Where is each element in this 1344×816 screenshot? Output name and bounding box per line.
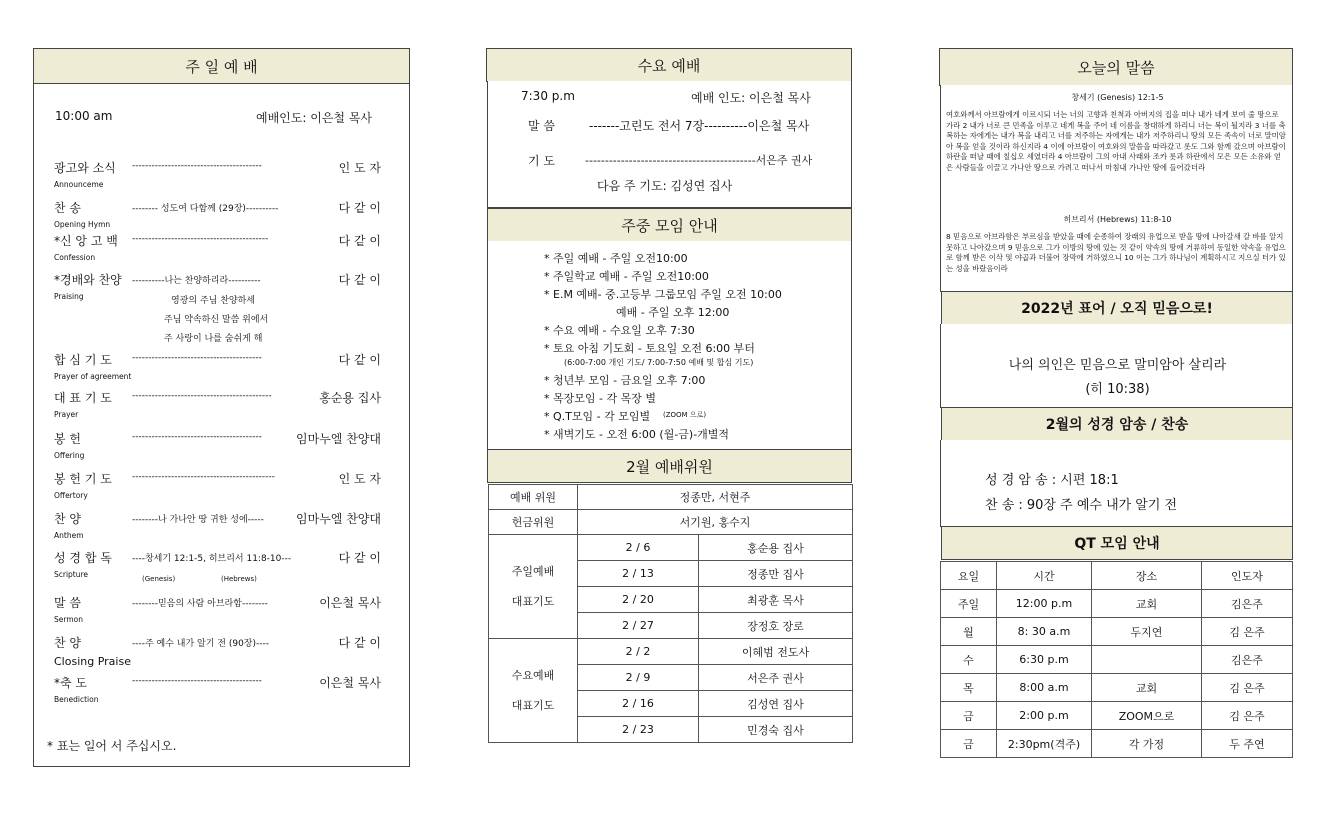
order-item-title: 성 경 합 독 [54,551,112,565]
qt-cell: 12:00 p.m [997,590,1092,618]
order-item-title: 봉 헌 [54,432,81,446]
order-item-leader: 임마누엘 찬양대 [296,432,381,446]
order-item-detail: --------나 가나안 땅 귀한 성에----- [132,515,264,525]
qt-cell: 김은주 [1202,646,1293,674]
sunday-leader: 예배인도: 이은철 목사 [256,111,373,125]
qt-cell: 김 은주 [1202,618,1293,646]
order-item-english: Announceme [54,180,104,189]
genesis-en: (Genesis) [142,575,176,583]
qt-header: 시간 [997,562,1092,590]
offering-label: 헌금위원 [489,510,578,535]
qt-cell: 교회 [1092,590,1202,618]
meeting-item: * Q.T모임 - 각 모임별 [544,410,651,423]
meeting-item-zoom: (ZOOM 으로) [663,411,707,419]
meeting-item: * 새벽기도 - 오전 6:00 (월-금)-개별적 [544,428,730,441]
meeting-item: * E.M 예배- 중.고등부 그룹모임 주일 오전 10:00 [544,288,782,301]
worship-label: 예배 위원 [489,485,578,510]
qt-cell: 김 은주 [1202,674,1293,702]
name-cell: 홍순용 집사 [699,535,853,561]
order-item-leader: 이은철 목사 [319,676,381,690]
memory-hymn: 찬 송 : 90장 주 예수 내가 알기 전 [985,498,1178,513]
order-item-leader: 인 도 자 [338,161,381,175]
order-item-english: Prayer [54,410,79,419]
order-item-leader: 이은철 목사 [319,596,381,610]
order-item-title: 합 심 기 도 [54,353,112,367]
order-item-leader: 다 같 이 [338,234,381,248]
order-item-title: 말 씀 [54,596,81,610]
order-item-detail: ---------------------------------------- [132,161,262,171]
wed-prayer-label-2: 대표기도 [511,698,555,712]
order-item-detail: ---------------------------------------- [132,432,262,442]
meeting-item: * 주일 예배 - 주일 오전10:00 [544,252,688,265]
qt-header: 인도자 [1202,562,1293,590]
qt-cell [1092,646,1202,674]
order-item-english: Prayer of agreement [54,372,132,381]
hebrews-en: (Hebrews) [221,575,257,583]
qt-cell: 수 [941,646,997,674]
memory-panel [940,440,1293,527]
qt-cell: ZOOM으로 [1092,702,1202,730]
qt-cell: 8: 30 a.m [997,618,1092,646]
wednesday-sermon: -------고린도 전서 7장----------이은철 목사 [589,119,810,133]
meetings-title: 주중 모임 안내 [487,208,852,242]
order-item-detail: ---------------------------------------- [132,676,262,686]
qt-title: QT 모임 안내 [941,526,1293,560]
qt-header: 장소 [1092,562,1202,590]
order-item-english: Confession [54,253,96,262]
order-item-detail: ------------------------------------------- [132,391,272,401]
qt-cell: 목 [941,674,997,702]
name-cell: 장정호 장로 [699,613,853,639]
order-item-english: Anthem [54,531,84,540]
praise-line-3: 주 사랑이 나를 숨쉬게 해 [164,334,263,344]
word-text-1: 여호와께서 아브람에게 이르시되 너는 너의 고향과 친척과 아버지의 집을 떠나 내가 네게 보여 줄 땅으로 가라 2 내가 너로 큰 민족을 이루고 네게 복을 주어 네 이름을 창대하게 하리니 너는 복이 될지라 3 너를 축복하는 자에게는 내가 복을 내리고 너를 저주하는 자에게는 내가 저주하리니 땅의 모든 족속이 너로 말미암아 복을 얻을 것이라 하신지라 4 이에 아브람이 여호와의 말씀을 따라갔고 롯도 그와 함께 갔으며 아브람이 하란을 떠날 때에 칠십오 세였더라 4 아브람이 그의 아내 사래와 조카 롯과 하란에서 모은 모든 소유와 얻은 사람들을 이끌고 가나안 땅으로 가려고 떠나서 마침내 가나안 땅에 들어갔더라 [946,110,1286,172]
order-item-leader: 임마누엘 찬양대 [296,512,381,526]
order-item-detail: --------믿음의 사람 아브라함-------- [132,599,268,609]
word-ref-1: 창세기 (Genesis) 12:1-5 [1071,93,1164,102]
qt-cell: 두 주연 [1202,730,1293,758]
qt-cell: 김은주 [1202,590,1293,618]
order-item-english: Praising [54,292,84,301]
date-cell: 2 / 16 [578,691,699,717]
word-title: 오늘의 말씀 [939,48,1293,86]
name-cell: 정종만 집사 [699,561,853,587]
meeting-item: * 주일학교 예배 - 주일 오전10:00 [544,270,709,283]
motto-line-2: (히 10:38) [1085,382,1150,397]
order-item-title: 광고와 소식 [54,161,116,175]
order-item-english: Benediction [54,695,99,704]
memory-title: 2월의 성경 암송 / 찬송 [941,407,1293,441]
order-item-english: Sermon [54,615,83,624]
name-cell: 김성연 집사 [699,691,853,717]
meeting-item-note: (6:00-7:00 개인 기도/ 7:00-7:50 예배 및 합심 기도) [564,358,754,367]
qt-cell: 주일 [941,590,997,618]
qt-cell: 8:00 a.m [997,674,1092,702]
meeting-item: * 수요 예배 - 수요일 오후 7:30 [544,324,695,337]
standing-note: * 표는 일어 서 주십시오. [47,739,177,753]
order-item-title: *축 도 [54,676,87,690]
motto-panel [940,324,1293,408]
sunday-prayer-label-2: 대표기도 [511,594,555,608]
order-item-detail: ----창세기 12:1-5, 히브리서 11:8-10--- [132,554,292,564]
word-panel [940,85,1293,292]
word-text-2: 8 믿음으로 아브라함은 부르심을 받았을 때에 순종하여 장래의 유업으로 받을 땅에 나아갈새 갈 바를 알지 못하고 나아갔으며 9 믿음으로 그가 이방의 땅에 있는 것 같이 약속의 땅에 거류하여 동일한 약속을 유업으로 함께 받은 이삭 및 야곱과 더불어 장막에 거하였으니 10 이는 그가 하나님이 계획하시고 지으실 터가 있는 성을 바랐음이라 [946,232,1286,273]
sunday-prayer-label-1: 주일예배 [511,564,555,578]
qt-header: 요일 [941,562,997,590]
qt-cell: 두지연 [1092,618,1202,646]
date-cell: 2 / 6 [578,535,699,561]
order-item-detail: -------------------------------------------- [132,472,275,482]
order-item-title: *신 앙 고 백 [54,234,118,248]
name-cell: 서은주 권사 [699,665,853,691]
order-item-detail: ----------나는 찬양하리라---------- [132,276,261,286]
qt-cell: 금 [941,730,997,758]
meeting-item: * 청년부 모임 - 금요일 오후 7:00 [544,374,706,387]
offering-members: 서기원, 홍수지 [578,510,853,535]
qt-cell: 각 가정 [1092,730,1202,758]
date-cell: 2 / 2 [578,639,699,665]
name-cell: 최광훈 목사 [699,587,853,613]
wed-prayer-label [489,639,578,743]
committee-title: 2월 예배위원 [487,449,852,483]
wednesday-title: 수요 예배 [486,48,852,82]
sunday-title: 주 일 예 배 [33,48,410,84]
name-cell: 이혜범 전도사 [699,639,853,665]
worship-members: 정종만, 서현주 [578,485,853,510]
order-item-english: Offering [54,451,85,460]
order-item-leader: 다 같 이 [338,636,381,650]
meetings-panel [487,241,852,450]
date-cell: 2 / 20 [578,587,699,613]
sunday-panel [33,48,410,767]
order-item-leader: 다 같 이 [338,201,381,215]
order-item-leader: 홍순용 집사 [319,391,381,405]
praise-line-2: 주님 약속하신 말씀 위에서 [164,315,269,325]
qt-cell: 금 [941,702,997,730]
order-item-leader: 인 도 자 [338,472,381,486]
order-item-english: Closing Praise [54,655,131,668]
qt-cell: 2:30pm(격주) [997,730,1092,758]
wednesday-prayer: -------------------------------------------서은주 권사 [585,154,813,167]
committee-table [488,484,853,743]
meeting-item: 예배 - 주일 오후 12:00 [616,306,730,319]
word-ref-2: 히브리서 (Hebrews) 11:8-10 [1063,215,1172,224]
name-cell: 민경숙 집사 [699,717,853,743]
sunday-prayer-label [489,535,578,639]
order-item-detail: -------- 성도여 다함께 (29장)---------- [132,204,279,214]
meeting-item: * 목장모임 - 각 목장 별 [544,392,656,405]
date-cell: 2 / 13 [578,561,699,587]
order-item-title: *경배와 찬양 [54,273,122,287]
order-item-leader: 다 같 이 [338,551,381,565]
order-item-english: Opening Hymn [54,220,111,229]
praise-line-1: 영광의 주님 찬양하세 [171,296,255,306]
order-item-detail: ---------------------------------------- [132,353,262,363]
wed-prayer-label-1: 수요예배 [511,668,555,682]
wednesday-next: 다음 주 기도: 김성연 집사 [597,179,733,193]
wednesday-leader: 예배 인도: 이은철 목사 [691,91,811,105]
motto-line-1: 나의 의인은 믿음으로 말미암아 살리라 [1008,358,1227,373]
order-item-leader: 다 같 이 [338,273,381,287]
wednesday-prayer-label: 기 도 [528,154,555,168]
qt-cell: 6:30 p.m [997,646,1092,674]
order-item-title: 찬 양 [54,636,81,650]
meeting-item: * 토요 아침 기도회 - 토요일 오전 6:00 부터 [544,342,755,355]
order-item-title: 찬 양 [54,512,81,526]
date-cell: 2 / 23 [578,717,699,743]
order-item-detail: ------------------------------------------ [132,234,269,244]
wednesday-panel [487,81,852,208]
motto-title: 2022년 표어 / 오직 믿음으로! [941,291,1293,325]
qt-cell: 김 은주 [1202,702,1293,730]
order-item-leader: 다 같 이 [338,353,381,367]
order-item-title: 찬 송 [54,201,81,215]
qt-table [940,561,1293,758]
order-item-title: 대 표 기 도 [54,391,112,405]
order-item-english: Offertory [54,491,88,500]
qt-cell: 월 [941,618,997,646]
date-cell: 2 / 27 [578,613,699,639]
wednesday-time: 7:30 p.m [521,89,575,103]
qt-cell: 2:00 p.m [997,702,1092,730]
order-item-title: 봉 헌 기 도 [54,472,112,486]
order-item-english: Scripture [54,570,89,579]
sunday-time: 10:00 am [55,109,113,123]
order-item-detail: ----주 예수 내가 알기 전 (90장)---- [132,639,270,649]
memory-verse: 성 경 암 송 : 시편 18:1 [985,473,1119,488]
qt-cell: 교회 [1092,674,1202,702]
date-cell: 2 / 9 [578,665,699,691]
wednesday-sermon-label: 말 씀 [528,119,555,133]
